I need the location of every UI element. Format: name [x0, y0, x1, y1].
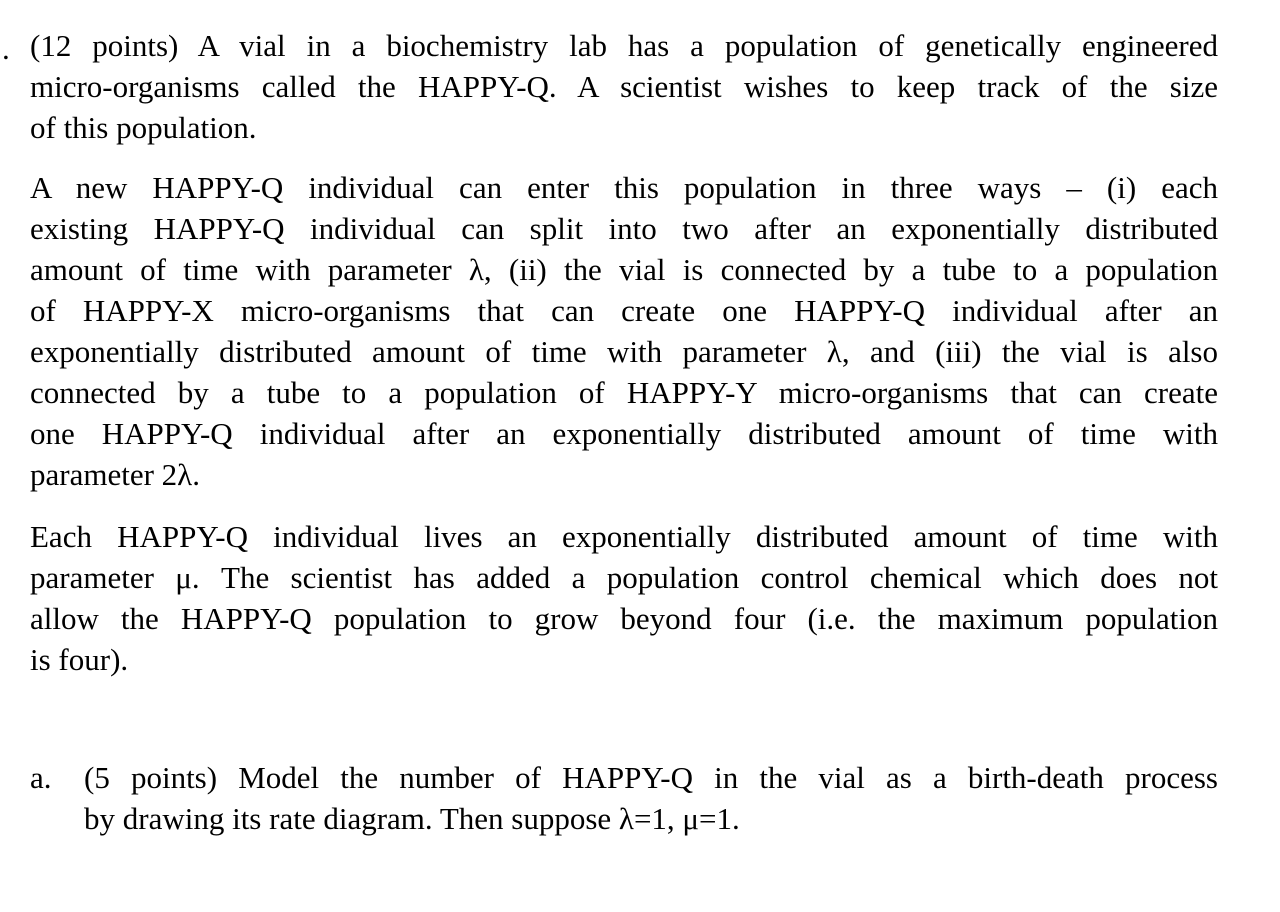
- intro-line: micro-organisms called the HAPPY-Q. A scientist wishes to keep track of the size: [30, 69, 1218, 104]
- entry-line: parameter 2λ.: [30, 457, 200, 492]
- lifetime-paragraph: [30, 516, 1218, 680]
- part-a-letter: a.: [30, 760, 52, 795]
- life-line: is four).: [30, 642, 129, 677]
- entry-line: amount of time with parameter λ, (ii) the vial is connected by a tube to a population: [30, 252, 1218, 287]
- life-line: allow the HAPPY-Q population to grow beyond four (i.e. the maximum population: [30, 601, 1218, 636]
- life-line: parameter μ. The scientist has added a population control chemical which does not: [30, 560, 1218, 595]
- entry-line: exponentially distributed amount of time with parameter λ, and (iii) the vial is also: [30, 334, 1218, 369]
- entry-line: of HAPPY-X micro-organisms that can create one HAPPY-Q individual after an: [30, 293, 1218, 328]
- entry-line: A new HAPPY-Q individual can enter this population in three ways – (i) each: [30, 170, 1218, 205]
- entry-line: one HAPPY-Q individual after an exponentially distributed amount of time with: [30, 416, 1218, 451]
- part-a-line: by drawing its rate diagram. Then suppose λ=1, μ=1.: [84, 801, 740, 836]
- life-line: Each HAPPY-Q individual lives an exponentially distributed amount of time with: [30, 519, 1218, 554]
- entry-line: existing HAPPY-Q individual can split into two after an exponentially distributed: [30, 211, 1218, 246]
- part-a-line: (5 points) Model the number of HAPPY-Q in the vial as a birth-death process: [84, 760, 1218, 795]
- part-a-text: [84, 757, 1218, 839]
- problem-intro-paragraph: [30, 25, 1218, 148]
- intro-line: (12 points) A vial in a biochemistry lab has a population of genetically engineered: [30, 28, 1218, 63]
- entry-ways-paragraph: [30, 167, 1218, 495]
- problem-number-marker: .: [2, 31, 10, 66]
- intro-line: of this population.: [30, 110, 257, 145]
- entry-line: connected by a tube to a population of HAPPY-Y micro-organisms that can create: [30, 375, 1218, 410]
